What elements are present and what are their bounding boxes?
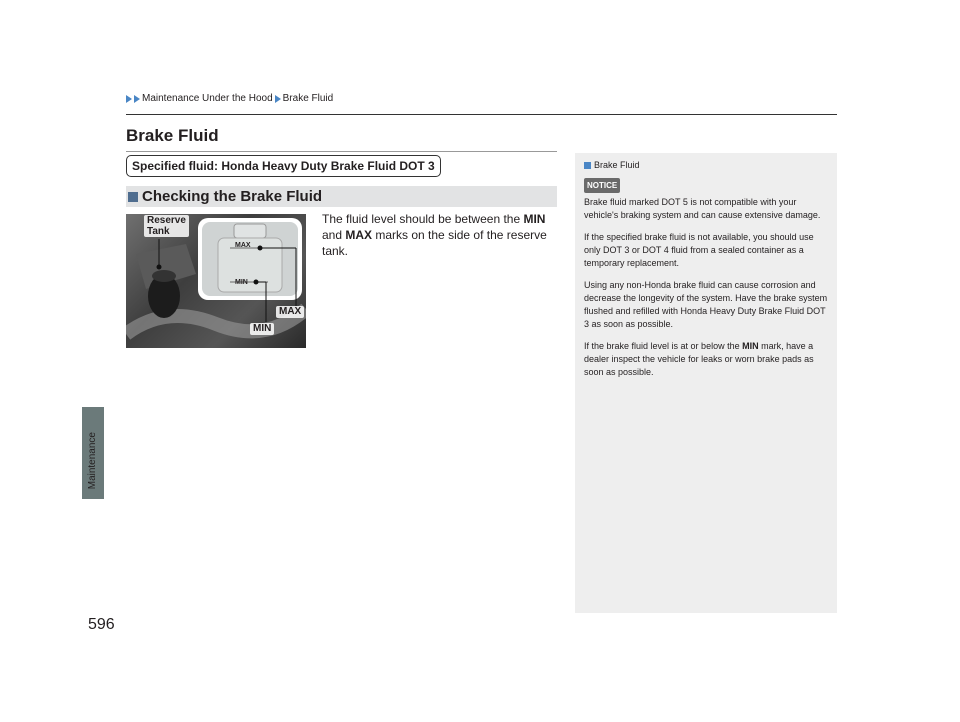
chapter-tab-label: Maintenance (87, 432, 98, 490)
sidebar-paragraph: If the specified brake fluid is not available, you should use only DOT 3 or DOT 4 fluid from a sealed container as a temporary replacement. (584, 232, 814, 268)
section-heading (126, 186, 557, 207)
inset-min-label: MIN (235, 279, 248, 286)
body-max: MAX (345, 228, 373, 242)
body-text-1: The fluid level should be between the (322, 212, 524, 226)
title-rule (126, 151, 557, 152)
sidebar-content (584, 159, 830, 388)
reserve-tank-label (144, 215, 189, 237)
sidebar-note-panel (575, 153, 837, 613)
specified-fluid-box: Specified fluid: Honda Heavy Duty Brake Fluid DOT 3 (126, 155, 441, 177)
sidebar-title-text: Brake Fluid (594, 160, 640, 170)
sidebar-paragraph: Brake fluid marked DOT 5 is not compatible with your vehicle's braking system and can cause extensive damage. (584, 197, 821, 220)
breadcrumb (126, 93, 333, 104)
body-min: MIN (523, 212, 546, 226)
reference-marker-icon (584, 162, 591, 169)
breadcrumb-arrow-icon (275, 95, 281, 103)
breadcrumb-item[interactable]: Brake Fluid (282, 93, 334, 104)
breadcrumb-arrow-icon (126, 95, 132, 103)
notice-badge: NOTICE (584, 178, 620, 193)
sidebar-p4-rest: mark, have a dealer inspect the vehicle for leaks or worn brake pads as soon as possible. (584, 341, 814, 377)
inset-max-label: MAX (235, 242, 251, 249)
page-number: 596 (88, 616, 115, 633)
sidebar-paragraph: Using any non-Honda brake fluid can cause corrosion and decrease the longevity of the system. Have the brake system flushed and refilled with Honda Heavy Duty Brake Fluid DOT 3 as soon as possible. (584, 280, 828, 329)
page-title: Brake Fluid (126, 126, 219, 145)
header-rule (126, 114, 837, 115)
reserve-label-line1: Reserve (147, 215, 186, 226)
reserve-tank-photo (126, 214, 306, 348)
body-text-2: and (322, 228, 346, 242)
min-callout: MIN (250, 323, 274, 335)
sidebar-p4-text: If the brake fluid level is at or below the (584, 341, 743, 351)
body-paragraph (322, 211, 557, 259)
section-square-icon (128, 192, 138, 202)
breadcrumb-item[interactable]: Maintenance Under the Hood (142, 93, 273, 104)
breadcrumb-arrow-icon (134, 95, 140, 103)
reserve-label-line2: Tank (147, 226, 170, 237)
section-heading-label: Checking the Brake Fluid (142, 188, 323, 205)
sidebar-title (584, 159, 830, 172)
sidebar-paragraph (584, 340, 830, 379)
max-callout: MAX (276, 306, 304, 318)
sidebar-p4-min: MIN (742, 341, 759, 351)
body-text-3: marks on the side of the reserve tank. (322, 228, 547, 258)
